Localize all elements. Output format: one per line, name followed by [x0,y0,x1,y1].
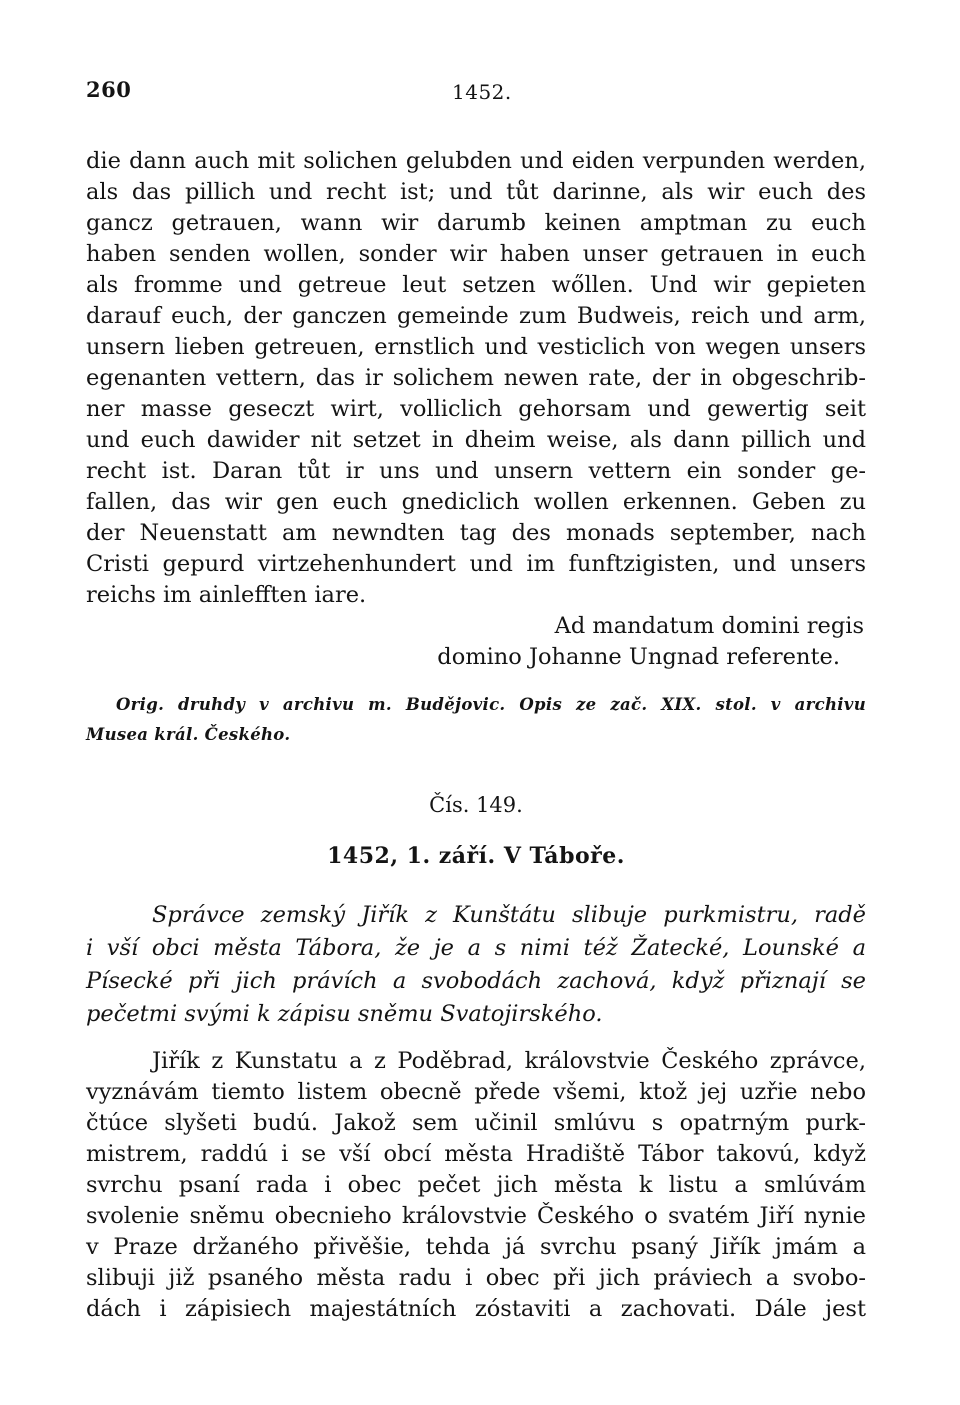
text-line: egenanten vettern, das ir solichem newen rate, der in obgeschrib- [86,365,866,391]
text-line: Jiřík z Kunstatu a z Poděbrad, královstvie Českého zprávce, [152,1048,866,1074]
text-line: v Praze držaného přivěšie, tehda já svrchu psaný Jiřík jmám a [86,1234,866,1260]
summary-line: Písecké při jich právích a svobodách zachová, když přiznají se [86,968,866,994]
document-number: Čís. 149. [429,793,523,817]
text-line: dách i zápisiech majestátních zóstaviti a zachovati. Dále jest [86,1296,866,1322]
text-line: als fromme und getreue leut setzen wőllen. Und wir gepieten [86,272,866,298]
text-line: die dann auch mit solichen gelubden und eiden verpunden werden, [86,148,866,174]
german-text-body [86,146,866,673]
text-line: Cristi gepurd virtzehenhundert und im funftzigisten, und unsers [86,551,866,577]
regest-summary [86,899,866,1031]
source-note [86,690,866,750]
czech-text-body [86,1046,866,1325]
running-head-year: 1452. [452,80,512,104]
note-line: Orig. druhdy v archivu m. Budějovic. Opis ze zač. XIX. stol. v archivu [116,695,866,714]
text-line: vyznávám tiemto listem obecně přede všemi, ktož jej uzřie nebo [86,1079,866,1105]
text-line: fallen, das wir gen euch gnediclich wollen erkennen. Geben zu [86,489,866,515]
text-line: čtúce slyšeti budú. Jakož sem učinil smlúvu s opatrným purk- [86,1110,866,1136]
document-heading: 1452, 1. září. V Táboře. [327,843,625,869]
text-line: unsern lieben getreuen, ernstlich und vesticlich von wegen unsers [86,334,866,360]
text-line: reichs im ainlefften iare. [86,582,367,608]
text-line: svrchu psaní rada i obec pečet jich města k listu a smlúvám [86,1172,866,1198]
signature-line: domino Johanne Ungnad referente. [437,644,840,670]
text-line: recht ist. Daran tůt ir uns und unsern vettern ein sonder ge- [86,458,866,484]
text-line: gancz getrauen, wann wir darumb keinen amptman zu euch [86,210,866,236]
text-line: als das pillich und recht ist; und tůt darinne, als wir euch des [86,179,866,205]
text-line: slibuji již psaného města radu i obec při jich práviech a svobo- [86,1265,866,1291]
text-line: svolenie sněmu obecnieho královstvie Českého o svatém Jiří nynie [86,1203,866,1229]
page-number: 260 [86,77,132,102]
text-line: ner masse geseczt wirt, volliclich gehorsam und gewertig seit [86,396,866,422]
summary-line: Správce zemský Jiřík z Kunštátu slibuje purkmistru, radě [152,902,866,928]
text-line: der Neuenstatt am newndten tag des monads september, nach [86,520,866,546]
note-line: Musea král. Českého. [86,725,291,744]
text-line: mistrem, raddú i se vší obcí města Hradiště Tábor takovú, když [86,1141,866,1167]
text-line: darauf euch, der ganczen gemeinde zum Budweis, reich und arm, [86,303,866,329]
summary-line: i vší obci města Tábora, že je a s nimi též Žatecké, Lounské a [86,935,866,961]
signature-line: Ad mandatum domini regis [554,613,864,639]
summary-line: pečetmi svými k zápisu sněmu Svatojirského. [86,1001,603,1027]
text-line: haben senden wollen, sonder wir haben unser getrauen in euch [86,241,866,267]
text-line: und euch dawider nit setzet in dheim weise, als dann pillich und [86,427,866,453]
